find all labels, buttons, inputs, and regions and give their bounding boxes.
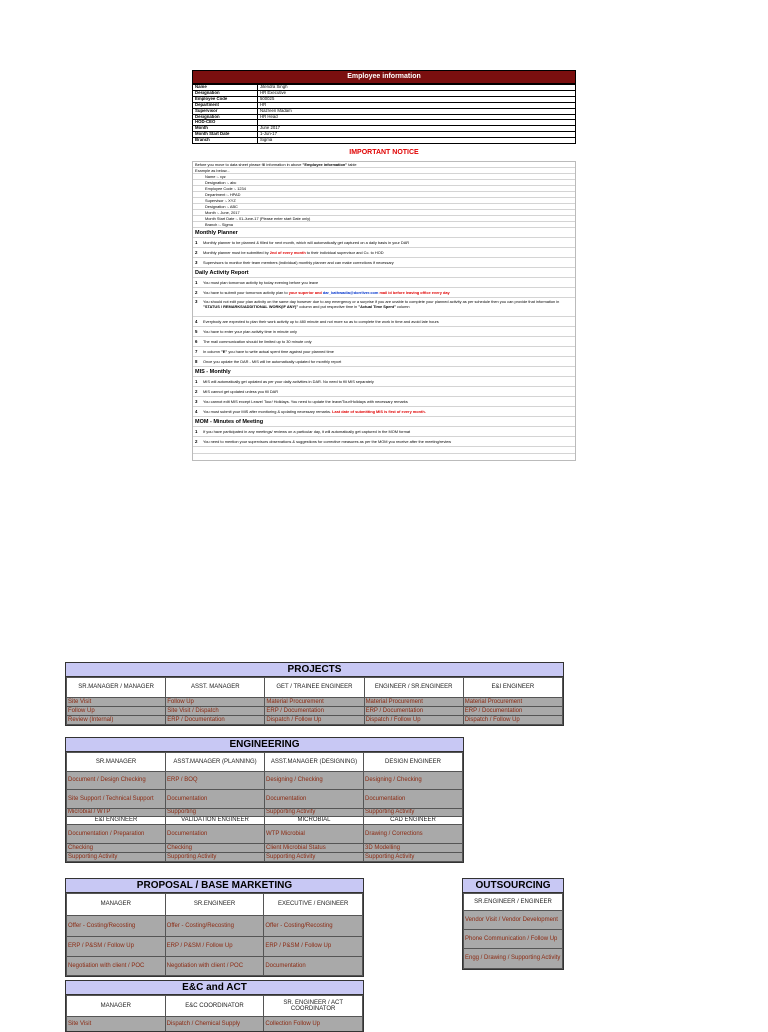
example-line: Month Start Date :- 01-June-17 (Please enter start Date only)	[193, 216, 575, 222]
table-row: Site Visit Follow Up Material Procurement Material Procurement Material Procurement	[67, 698, 563, 707]
table-row: Follow Up Site Visit / Dispatch ERP / Documentation ERP / Documentation ERP / Documentation	[67, 707, 563, 716]
empty-row	[193, 454, 575, 460]
employee-info-value[interactable]: HR Executive	[258, 90, 576, 96]
example-line: Month :- June, 2017	[193, 210, 575, 216]
table-row: Site Support / Technical Support Documentation Documentation Documentation	[67, 790, 463, 809]
table-row: Review (Internal) ERP / Documentation Dispatch / Follow Up Dispatch / Follow Up Dispatch / Follow Up	[67, 716, 563, 725]
projects-title: PROJECTS	[66, 663, 563, 677]
list-item: 1 MIS will automatically get updated as per your daily activities in DAR. No need to fill MIS separately	[193, 377, 575, 387]
section-title-monthly-planner: Monthly Planner	[193, 228, 575, 238]
table-header-row: SR.ENGINEER / ENGINEER	[464, 894, 563, 911]
list-item: 4 You must submit your MIS after monitoring & updating necessary remarks. Last date of submitting MIS is first of every month.	[193, 407, 575, 417]
list-item: 2 Monthly planner must be submitted by 2nd of every month to their individual supervisor and Cc. to HOD	[193, 248, 575, 258]
employee-info-value[interactable]: HR	[258, 102, 576, 108]
projects-table	[66, 677, 563, 725]
table-row: Supervisor Nazreen Madam	[193, 108, 576, 114]
table-row: Month Start Date 1-Jun-17	[193, 132, 576, 138]
example-line: Branch :- Sigma	[193, 222, 575, 228]
list-item: 3 You cannot edit MIS except Leave/ Tour/ Holidays. You need to update the leave/Tour/Holidays with necessary remarks	[193, 397, 575, 407]
section-title-mom: MOM - Minutes of Meeting	[193, 417, 575, 427]
employee-info-value[interactable]: HR Head	[258, 114, 576, 120]
notice-intro: Before you move to data sheet please fill information in above "Employee information" table	[193, 162, 575, 168]
important-notice-title: IMPORTANT NOTICE	[192, 149, 576, 156]
list-item: 7 In column "E" you have to write actual spent time against your planned time	[193, 347, 575, 357]
employee-sheet	[192, 70, 576, 461]
table-row: Negotiation with client / POC Negotiation with client / POC Documentation	[67, 957, 363, 976]
list-item: 8 Once you update the DAR - MIS will be automatically updated for monthly report	[193, 357, 575, 367]
table-header-row: SR.MANAGER ASST.MANAGER (PLANNING) ASST.MANAGER (DESIGNING) DESIGN ENGINEER	[67, 753, 463, 772]
table-row: Designation HR Executive	[193, 90, 576, 96]
table-row: Document / Design Checking ERP / BOQ Designing / Checking Designing / Checking	[67, 772, 463, 790]
outsourcing-chart	[462, 878, 564, 970]
table-row: Designation HR Head	[193, 114, 576, 120]
example-line: Designation :- ABC	[193, 204, 575, 210]
employee-info-value[interactable]: June 2017	[258, 126, 576, 132]
table-row: Documentation / Preparation Documentation WTP Microbial Drawing / Corrections	[67, 825, 463, 844]
projects-chart	[65, 662, 564, 726]
example-line: Department :- HPAD	[193, 192, 575, 198]
ec-act-title: E&C and ACT	[66, 981, 363, 995]
table-row: ERP / P&SM / Follow Up ERP / P&SM / Follow Up ERP / P&SM / Follow Up	[67, 937, 363, 957]
table-header-row: SR.MANAGER / MANAGER ASST. MANAGER GET / TRAINEE ENGINEER ENGINEER / SR.ENGINEER E&I ENGINEER	[67, 678, 563, 698]
example-line: Supervisor :- XYZ	[193, 198, 575, 204]
engineering-table	[66, 752, 463, 862]
proposal-chart	[65, 878, 364, 977]
outsourcing-table	[463, 893, 563, 969]
table-row: Supporting Activity Supporting Activity Supporting Activity Supporting Activity	[67, 853, 463, 862]
employee-info-table	[192, 84, 576, 144]
outsourcing-title: OUTSOURCING	[463, 879, 563, 893]
example-line: Employee Code :- 1234	[193, 186, 575, 192]
section-title-mis: MIS - Monthly	[193, 367, 575, 377]
list-item: 3 Supervisors to monitor their team members (individual) monthly planner and can make corrections if necessary	[193, 258, 575, 268]
table-row: Vendor Visit / Vendor Development	[464, 911, 563, 930]
table-row: Department HR	[193, 102, 576, 108]
list-item: 5 You have to enter your plan activity time in minute only	[193, 327, 575, 337]
example-label: Example as below...	[193, 168, 575, 174]
list-item: 1 If you have participated in any meetings/ reviews on a particular day, it will automatically get captured in the MOM format	[193, 427, 575, 437]
notice-box	[192, 161, 576, 461]
list-item: 2 You have to submit your tomorrow activity plan to your superior and dar_kathwadia@dorrliver.com mail id before leaving office every day	[193, 288, 575, 298]
list-item: 1 Monthly planner to be planned & filled for next month, which will automatically get captured on a daily basis in your DAR	[193, 238, 575, 248]
list-item: 1 You must plan tomorrow activity by today evening before you leave	[193, 278, 575, 288]
list-item: 6 The mail communication should be limited up to 30 minute only	[193, 337, 575, 347]
table-row: Offer - Costing/Recosting Offer - Costing/Recosting Offer - Costing/Recosting	[67, 916, 363, 937]
table-row: Branch Sigma	[193, 138, 576, 144]
empty-row	[193, 447, 575, 454]
section-title-dar: Daily Activity Report	[193, 268, 575, 278]
example-line: Name :- xyz	[193, 174, 575, 180]
ec-act-chart	[65, 980, 364, 1032]
table-row: Employee Code 500025	[193, 96, 576, 102]
ec-act-table	[66, 995, 363, 1032]
table-row: HOD-CEO	[193, 120, 576, 126]
list-item: 3 You should not edit your plan activity on the same day however due to any emergency or a surprise if you are unable to complete your planned activity as per schedule then you can provide that information in "STATUS / REMARKS/ADDITIONAL WORK(IF ANY)" column and put respective time in "Actual Time Spent" column	[193, 298, 575, 317]
employee-info-value[interactable]: Nazreen Madam	[258, 108, 576, 114]
employee-info-value[interactable]: 1-Jun-17	[258, 132, 576, 138]
example-line: Designation :- abc	[193, 180, 575, 186]
dar-email-link[interactable]: dar_kathwadia@dorrliver.com	[322, 290, 379, 295]
proposal-table	[66, 893, 363, 976]
table-row: Site Visit Dispatch / Chemical Supply Collection Follow Up	[67, 1017, 363, 1032]
engineering-title: ENGINEERING	[66, 738, 463, 752]
table-header-row: MANAGER E&C COORDINATOR SR. ENGINEER / ACT COORDINATOR	[67, 996, 363, 1017]
table-header-row: E&I ENGINEER VALIDATION ENGINEER MICROBIAL CAD ENGINEER	[67, 817, 463, 825]
table-header-row: MANAGER SR.ENGINEER EXECUTIVE / ENGINEER	[67, 894, 363, 916]
list-item: 2 You need to mention your supervisors observations & suggestions for corrective measures as per the MOM you receive after the meeting/review	[193, 437, 575, 447]
engineering-chart	[65, 737, 464, 863]
table-row: Microbial / WTP Supporting Supporting Activity Supporting Activity	[67, 809, 463, 817]
table-row: Phone Communication / Follow Up	[464, 930, 563, 949]
table-row: Month June 2017	[193, 126, 576, 132]
employee-info-title: Employee information	[192, 70, 576, 84]
employee-info-value[interactable]: 500025	[258, 96, 576, 102]
employee-info-value[interactable]: Sigma	[258, 138, 576, 144]
list-item: 2 MIS cannot get updated unless you fill DAR	[193, 387, 575, 397]
table-row: Name Jitendra Singh	[193, 85, 576, 91]
list-item: 4 Everybody are expected to plan their work activity up to 480 minute and not more so as to complete the work in time and avoid late hours	[193, 317, 575, 327]
table-row: Checking Checking Client Microbial Status 3D Modelling	[67, 844, 463, 853]
employee-info-value[interactable]: Jitendra Singh	[258, 85, 576, 91]
proposal-title: PROPOSAL / BASE MARKETING	[66, 879, 363, 893]
table-row: Engg / Drawing / Supporting Activity	[464, 949, 563, 969]
